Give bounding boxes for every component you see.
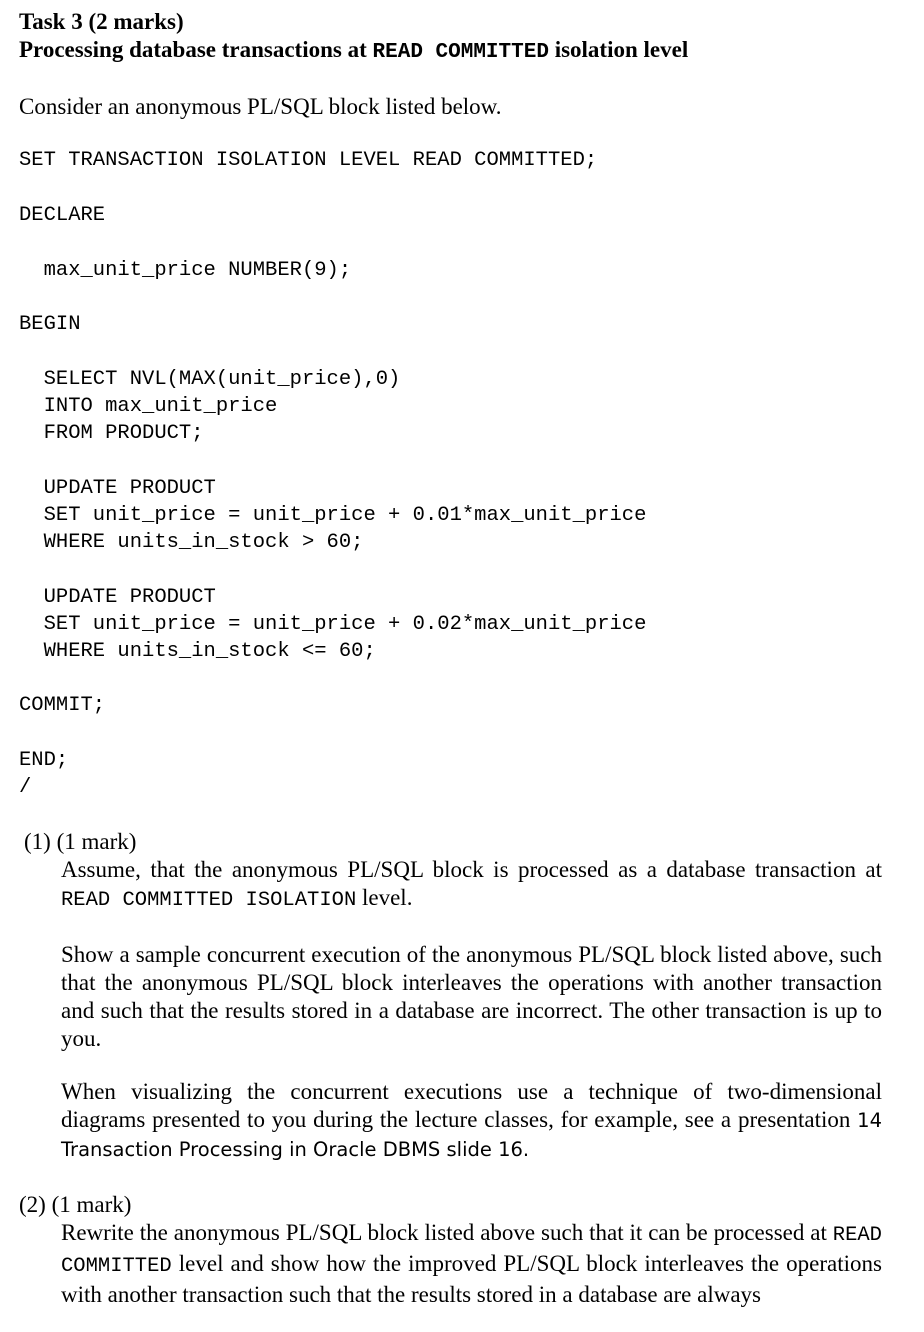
code-line: BEGIN [19,313,81,336]
question-2-paragraph-1 [61,1219,882,1309]
question-1-number [24,828,136,856]
code-line: UPDATE PRODUCT [19,477,216,500]
task-heading-text: Task 3 (2 marks) [19,9,184,34]
code-line: INTO max_unit_price [19,395,278,418]
subtitle-prefix: Processing database transactions at [19,37,373,62]
intro-text: Consider an anonymous PL/SQL block listed below. [19,94,502,119]
question-1-p1-text: Assume, that the anonymous PL/SQL block is processed as a database transaction at [61,857,882,882]
question-2-p1-end: level and show how the improved PL/SQL block interleaves the operations with another transaction such that the results stored in a database are always [61,1251,882,1307]
code-line: FROM PRODUCT; [19,422,204,445]
question-1-p1-end: level. [356,885,413,910]
question-2-p1-code: READ COMMITTED [61,1224,882,1278]
question-1-p1-code: READ COMMITTED ISOLATION [61,889,357,912]
question-1-p3-text: When visualizing the concurrent executions use a technique of two-dimensional diagrams presented to you during the lecture classes, for example, see a presentation [61,1079,882,1132]
code-line: COMMIT; [19,694,106,717]
question-1-paragraph-3 [61,1078,882,1164]
subtitle-code: READ COMMITTED [372,41,549,64]
task-heading [19,8,184,36]
presentation-reference: 14 Transaction Processing in Oracle DBMS slide 16. [61,1109,882,1161]
question-2-marks: (1 mark) [51,1192,132,1217]
question-2-label: (2) [19,1192,46,1217]
code-line: SET TRANSACTION ISOLATION LEVEL READ COMMITTED; [19,149,598,172]
question-2-p1-text: Rewrite the anonymous PL/SQL block listed above such that it can be processed at [61,1220,833,1245]
code-line: UPDATE PRODUCT [19,586,216,609]
question-1-paragraph-1 [61,856,882,915]
code-line: / [19,776,32,799]
task-subtitle [19,36,688,67]
code-line: END; [19,749,69,772]
question-1-marks: (1 mark) [56,829,137,854]
code-line: max_unit_price NUMBER(9); [19,259,352,282]
subtitle-suffix: isolation level [548,37,689,62]
code-line: SET unit_price = unit_price + 0.02*max_unit_price [19,613,647,636]
code-line: SET unit_price = unit_price + 0.01*max_unit_price [19,504,647,527]
code-line: WHERE units_in_stock <= 60; [19,640,376,663]
code-line: WHERE units_in_stock > 60; [19,531,364,554]
question-2-number [19,1191,131,1219]
code-line: SELECT NVL(MAX(unit_price),0) [19,368,401,391]
question-1-paragraph-2: Show a sample concurrent execution of the anonymous PL/SQL block listed above, such that the anonymous PL/SQL block interleaves the operations with another transaction and such that the results stored in a database are incorrect. The other transaction is up to you. [61,942,882,1051]
question-1-label: (1) [24,829,51,854]
code-line: DECLARE [19,204,106,227]
